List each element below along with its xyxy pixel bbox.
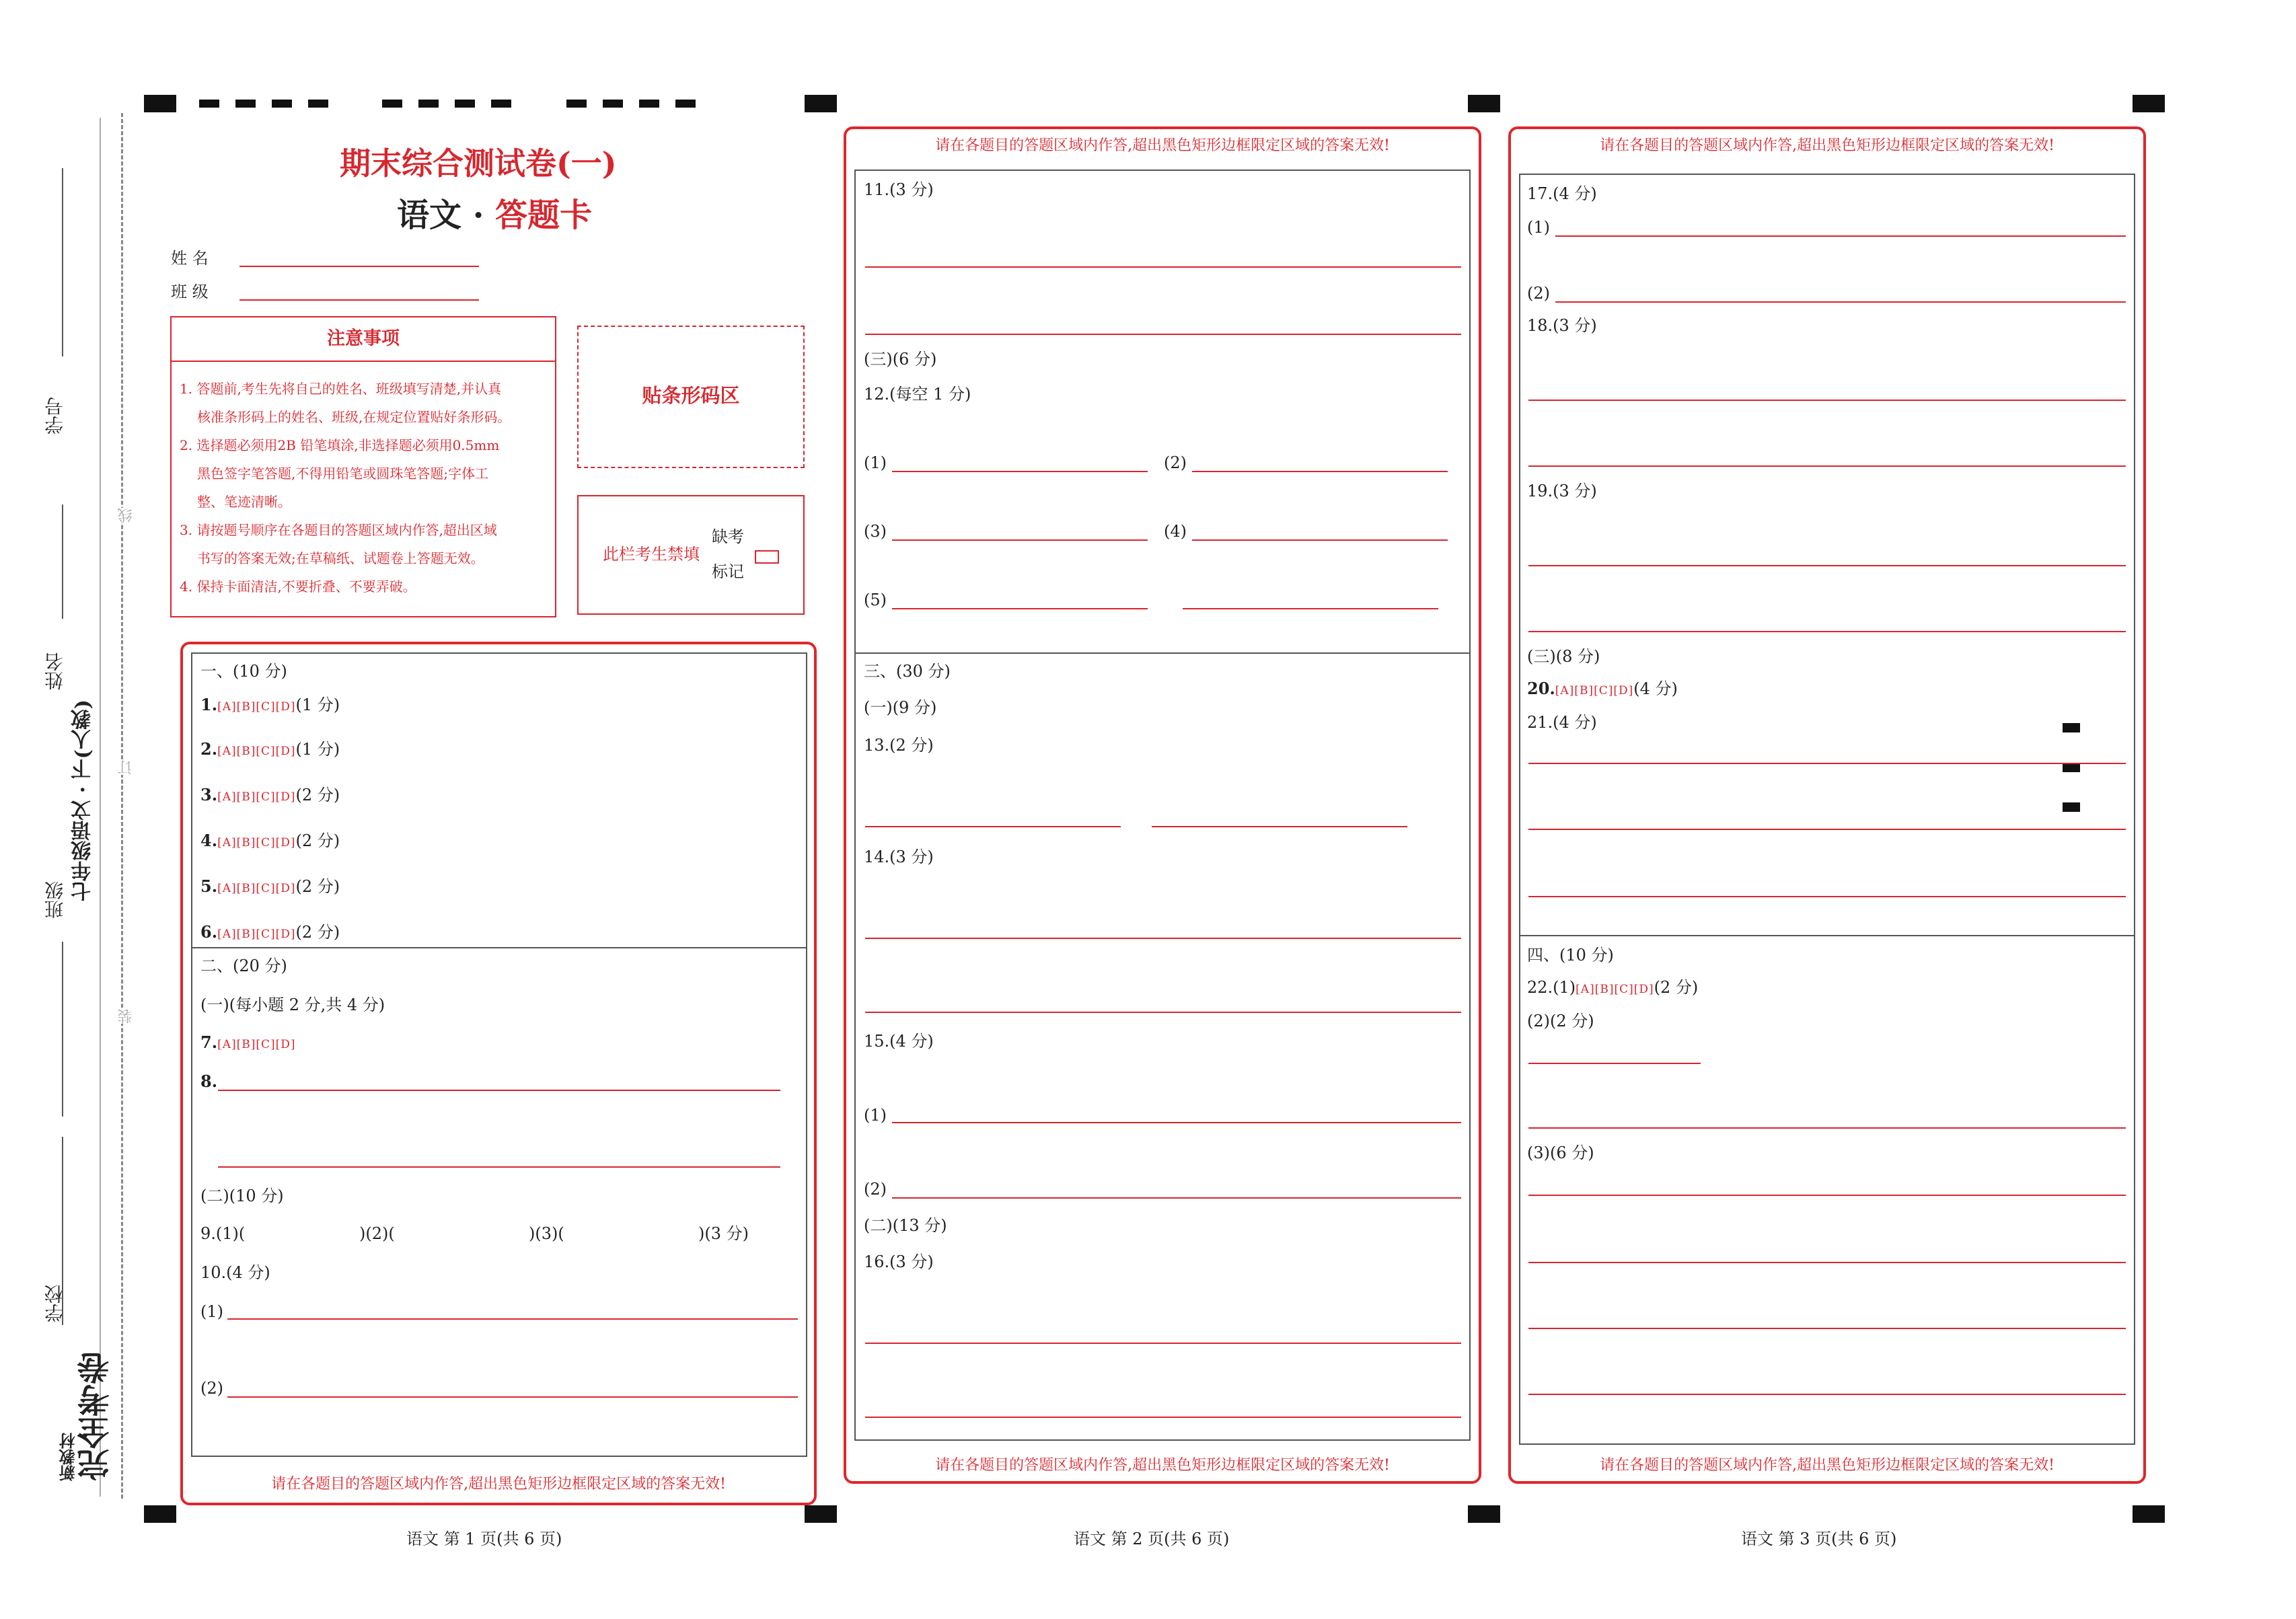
q-points: (1 分) [295,740,340,759]
q19-label: 19.(3 分) [1527,482,1597,500]
answer-line[interactable] [1528,1195,2126,1196]
q-number: 7. [200,1032,218,1052]
answer-line[interactable] [1555,235,2126,237]
answer-line[interactable] [1528,631,2126,632]
answer-line[interactable] [1528,400,2126,401]
answer-line[interactable] [1528,565,2126,566]
answer-line[interactable] [865,1343,1461,1344]
warning-notice: 请在各题目的答题区域内作答,超出黑色矩形边框限定区域的答案无效! [271,1476,726,1493]
timing-mark [1468,95,1500,112]
answer-line[interactable] [892,1122,1461,1123]
timing-mark [235,100,256,108]
subtitle-answer-card: 答题卡 [495,196,593,234]
q12-label: 12.(每空 1 分) [864,385,971,404]
mc-options[interactable]: [A][B][C][D] [217,745,296,758]
spine-school-line [62,1137,63,1325]
section-2a-heading: (一)(每小题 2 分,共 4 分) [200,995,385,1014]
q9-part-2: )(2)( [359,1224,395,1243]
answer-line[interactable] [865,334,1461,335]
brand-small: 新教材 [59,1433,78,1481]
q16-label: 16.(3 分) [864,1252,934,1271]
note-line: 核准条形码上的姓名、班级,在规定位置贴好条形码。 [197,409,511,425]
answer-line[interactable] [1528,1127,2126,1129]
q9-part-1: 9.(1)( [200,1224,246,1243]
spine-name-label: 姓名 [44,652,66,690]
answer-line[interactable] [892,1197,1461,1199]
absent-label-1: 缺考 [712,527,744,546]
page-footer: 语文 第 3 页(共 6 页) [1741,1530,1897,1548]
timing-mark [144,1505,176,1523]
q-number: 1. [200,695,218,714]
cut-mark-ding: 订 [116,760,137,775]
answer-line[interactable] [1528,763,2126,764]
answer-line[interactable] [1152,826,1407,827]
name-label: 姓 名 [171,249,209,268]
section-3a-heading: (一)(9 分) [864,698,937,717]
spine-subject: 七年级语文 · 下(人教) [71,700,95,901]
answer-line[interactable] [865,826,1121,827]
barcode-label: 贴条形码区 [642,384,740,407]
timing-mark [2133,95,2165,112]
binding-dashed-line [121,113,123,1499]
cut-mark-xian: 线 [116,508,137,523]
q14-label: 14.(3 分) [864,848,934,866]
q17-label: 17.(4 分) [1527,184,1597,203]
page-footer: 语文 第 2 页(共 6 页) [1074,1530,1230,1548]
mc-row[interactable] [200,833,340,849]
q9-part-3: )(3)( [529,1224,564,1243]
q9-part-4: )(3 分) [698,1224,749,1243]
mc-row[interactable] [200,741,340,757]
answer-line[interactable] [1183,608,1438,609]
class-label: 班 级 [171,283,209,301]
answer-line[interactable] [1528,896,2126,897]
timing-mark [1468,1505,1500,1523]
q8-label: 8. [200,1071,218,1091]
q-number: 6. [200,922,218,942]
answer-line[interactable] [892,539,1148,541]
page-title: 期末综合测试卷(一) [340,145,617,182]
mc-options[interactable]: [A][B][C][D] [217,790,296,804]
mc-row[interactable] [1527,681,1678,697]
spine-border [100,118,101,1497]
timing-mark [308,100,328,108]
section-3b-heading: (二)(13 分) [864,1216,947,1235]
answer-line[interactable] [865,938,1461,939]
mc-options[interactable]: [A][B][C][D] [217,1038,296,1051]
note-line: 书写的答案无效;在草稿纸、试题卷上答题无效。 [197,550,484,566]
timing-mark [603,100,623,108]
timing-mark [805,95,837,112]
section-3-heading: 三、(30 分) [864,662,951,681]
warning-notice: 请在各题目的答题区域内作答,超出黑色矩形边框限定区域的答案无效! [935,1457,1390,1474]
mc-row[interactable] [200,924,340,940]
q-number: 22.(1) [1527,978,1576,997]
absent-checkbox[interactable] [755,550,779,564]
note-line: 整、笔迹清晰。 [197,494,291,510]
mc-options[interactable]: [A][B][C][D] [1576,983,1654,996]
q15-label: 15.(4 分) [864,1032,934,1051]
mc-row[interactable] [200,697,340,713]
timing-mark [2133,1505,2165,1523]
mc-row[interactable] [200,878,340,895]
q-number: 2. [200,739,218,759]
blank-label-3: (3) [864,522,887,541]
mc-options[interactable]: [A][B][C][D] [217,882,296,895]
q21-label: 21.(4 分) [1527,713,1597,732]
q-points: (2 分) [295,877,340,896]
answer-line[interactable] [1528,465,2126,467]
spine-name-line [62,504,63,619]
section-2-heading: 二、(20 分) [200,956,287,975]
answer-line[interactable] [1555,301,2126,303]
answer-line[interactable] [1528,1328,2126,1329]
timing-mark [805,1505,837,1523]
q13-label: 13.(2 分) [864,736,934,755]
answer-line[interactable] [865,266,1461,268]
mc-options[interactable]: [A][B][C][D] [1555,684,1634,698]
absent-label-2: 标记 [712,562,744,581]
warning-notice: 请在各题目的答题区域内作答,超出黑色矩形边框限定区域的答案无效! [1600,1457,2054,1474]
spine-student-no-label: 学号 [44,397,66,435]
q15-part-2: (2) [864,1180,887,1199]
cut-mark-zhuang: 装 [116,1009,137,1024]
mc-row[interactable] [200,787,340,803]
q10-part-1: (1) [200,1302,223,1321]
mc-options[interactable]: [A][B][C][D] [217,836,296,850]
blank-label-4: (4) [1164,522,1187,541]
q-points: (2 分) [295,923,340,942]
page-footer: 语文 第 1 页(共 6 页) [406,1530,562,1548]
subtitle-prefix: 语文 · [397,196,496,234]
q-points: (4 分) [1633,679,1678,698]
timing-mark [418,100,439,108]
answer-frame-2b [854,652,1471,1441]
mc-row[interactable] [200,1034,296,1051]
timing-mark [272,100,292,108]
answer-line[interactable] [865,1417,1461,1418]
spine-class-label: 班级 [44,881,66,919]
note-line: 1. 答题前,考生先将自己的姓名、班级填写清楚,并认真 [180,381,502,397]
section-1-heading: 一、(10 分) [200,662,287,681]
name-field[interactable] [239,266,479,267]
q18-label: 18.(3 分) [1527,316,1597,335]
notes-heading: 注意事项 [327,328,400,349]
q17-part-2: (2) [1527,284,1550,303]
q-number: 4. [200,831,218,850]
blank-label-5: (5) [864,591,887,609]
timing-mark [675,100,696,108]
answer-line[interactable] [1192,471,1448,472]
timing-mark [639,100,659,108]
timing-mark [566,100,587,108]
answer-line[interactable] [218,1090,780,1091]
note-line: 2. 选择题必须用2B 铅笔填涂,非选择题必须用0.5mm [180,437,500,453]
q-points: (1 分) [295,695,340,714]
absent-forbid-label: 此栏考生禁填 [603,545,700,564]
section-4-heading: 四、(10 分) [1527,946,1614,965]
q10-part-2: (2) [200,1379,223,1398]
blank-label-2: (2) [1164,453,1187,472]
mc-options[interactable]: [A][B][C][D] [217,700,296,714]
q-number: 3. [200,785,218,804]
note-line: 3. 请按题号顺序在各题目的答题区域内作答,超出区域 [180,522,497,538]
answer-line[interactable] [1528,1262,2126,1263]
timing-mark [382,100,402,108]
answer-line[interactable] [227,1396,798,1398]
timing-mark [455,100,475,108]
note-line: 黑色签字笔答题,不得用铅笔或圆珠笔答题;字体工 [197,465,489,482]
q15-part-1: (1) [864,1106,887,1125]
spine-student-no-line [62,168,63,356]
answer-line[interactable] [227,1318,798,1320]
page-subtitle [397,196,593,234]
answer-line[interactable] [218,1166,780,1168]
answer-line[interactable] [1528,829,2126,830]
q-points: (2 分) [1654,978,1699,997]
mc-options[interactable]: [A][B][C][D] [217,928,296,941]
notes-box [170,316,556,617]
answer-line[interactable] [1192,539,1448,541]
blank-label-1: (1) [864,453,887,472]
section-2b-heading: (二)(10 分) [200,1187,284,1205]
q-points: (2 分) [295,786,340,804]
answer-line[interactable] [1528,1394,2126,1395]
q11-label: 11.(3 分) [864,180,934,199]
q10-label: 10.(4 分) [200,1263,270,1282]
answer-line[interactable] [1528,1063,1701,1064]
section-3-sub-heading: (三)(6 分) [864,350,937,369]
timing-mark [491,100,511,108]
note-line: 4. 保持卡面清洁,不要折叠、不要弄破。 [180,578,416,595]
q-number: 5. [200,876,218,896]
warning-notice: 请在各题目的答题区域内作答,超出黑色矩形边框限定区域的答案无效! [1600,137,2054,154]
section-3c-heading: (三)(8 分) [1527,647,1600,666]
answer-frame-3a [1519,174,2135,936]
q22-part-3: (3)(6 分) [1527,1143,1594,1162]
timing-mark [144,95,176,112]
spine-school-label: 学校 [44,1285,66,1322]
q-points: (2 分) [295,831,340,850]
class-field[interactable] [239,299,479,301]
q17-part-1: (1) [1527,218,1550,237]
mc-row[interactable] [1527,979,1698,995]
timing-mark [199,100,219,108]
answer-frame-2a [854,170,1471,654]
answer-line[interactable] [892,608,1148,609]
answer-line[interactable] [865,1012,1461,1013]
brand-logo: 完全考卷 [77,1352,115,1481]
answer-line[interactable] [892,471,1148,472]
warning-notice: 请在各题目的答题区域内作答,超出黑色矩形边框限定区域的答案无效! [935,137,1390,154]
spine-class-line [62,942,63,1117]
q22-part-2: (2)(2 分) [1527,1012,1594,1030]
q-number: 20. [1527,679,1555,698]
answer-frame-3b [1519,935,2135,1445]
